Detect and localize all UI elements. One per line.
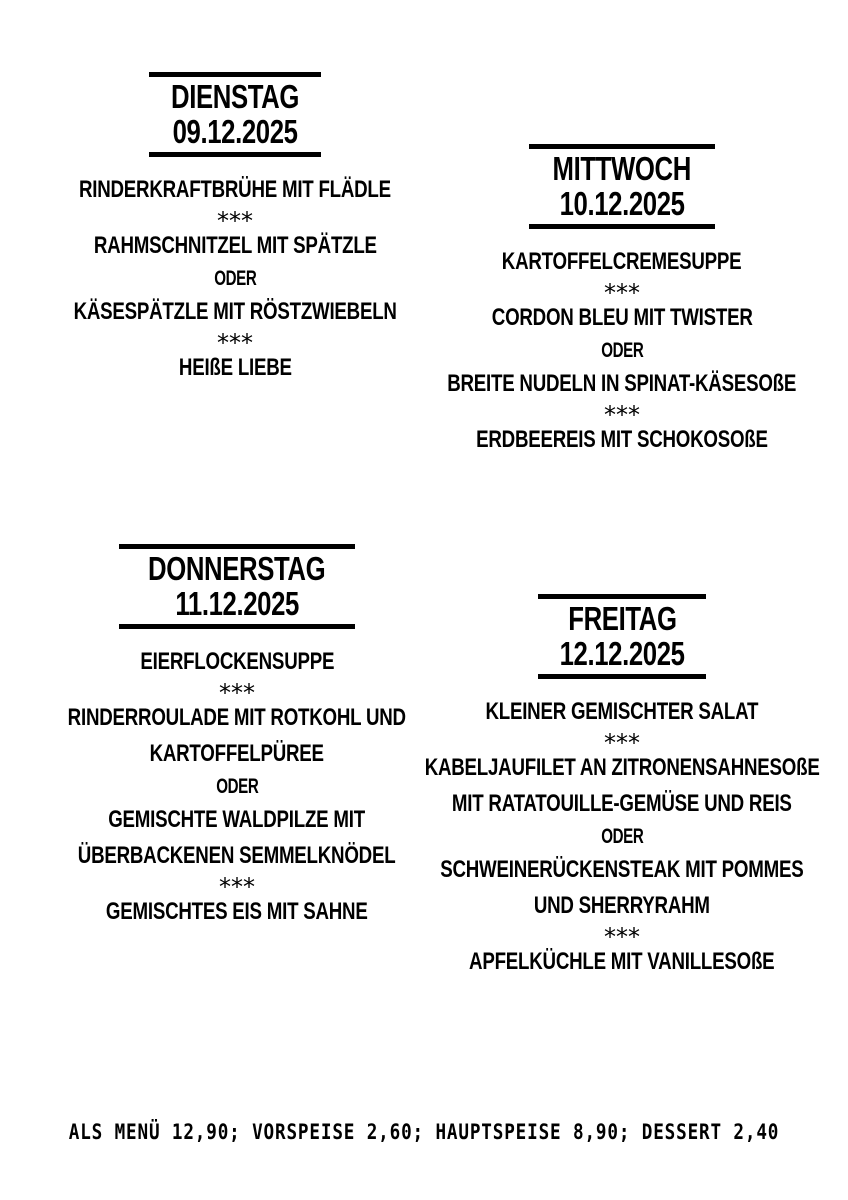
or-label: ODER	[213, 267, 257, 290]
day-friday	[422, 594, 822, 980]
day-header	[529, 144, 714, 229]
main-course: RAHMSCHNITZEL MIT SPÄTZLE	[93, 232, 377, 259]
separator: ***	[219, 679, 255, 707]
separator: ***	[604, 401, 640, 429]
separator: ***	[219, 873, 255, 901]
day-date: 10.12.2025	[559, 185, 685, 222]
day-wednesday	[422, 144, 822, 458]
day-header	[119, 544, 354, 629]
day-date: 09.12.2025	[172, 113, 298, 150]
main-course-alt: GEMISCHTE WALDPILZE MIT	[108, 806, 366, 833]
starter: KLEINER GEMISCHTER SALAT	[485, 698, 759, 725]
starter: KARTOFFELCREMESUPPE	[502, 248, 742, 275]
main-course-line2: MIT RATATOUILLE-GEMÜSE UND REIS	[452, 790, 792, 817]
separator: ***	[604, 729, 640, 757]
day-header	[149, 72, 321, 157]
day-tuesday	[45, 72, 425, 386]
main-course: RINDERROULADE MIT ROTKOHL UND	[67, 704, 407, 731]
separator: ***	[604, 279, 640, 307]
main-course-alt: KÄSESPÄTZLE MIT RÖSTZWIEBELN	[73, 298, 397, 325]
or-label: ODER	[600, 339, 644, 362]
main-course-line2: KARTOFFELPÜREE	[149, 740, 325, 767]
day-name: DONNERSTAG	[148, 550, 326, 587]
day-date: 11.12.2025	[175, 585, 299, 622]
main-course-alt: BREITE NUDELN IN SPINAT-KÄSESOßE	[447, 370, 797, 397]
main-course: KABELJAUFILET AN ZITRONENSAHNESOßE	[424, 754, 820, 781]
starter: RINDERKRAFTBRÜHE MIT FLÄDLE	[79, 176, 391, 203]
separator: ***	[217, 207, 253, 235]
main-course-alt-line2: ÜBERBACKENEN SEMMELKNÖDEL	[78, 842, 396, 869]
separator: ***	[217, 329, 253, 357]
day-thursday	[37, 544, 437, 930]
day-name: FREITAG	[567, 600, 677, 637]
separator: ***	[604, 923, 640, 951]
dessert: APFELKÜCHLE MIT VANILLESOßE	[469, 948, 775, 975]
or-label: ODER	[600, 825, 644, 848]
day-name: MITTWOCH	[552, 150, 692, 187]
day-name: DIENSTAG	[171, 78, 299, 115]
dessert: ERDBEEREIS MIT SCHOKOSOßE	[476, 426, 768, 453]
day-date: 12.12.2025	[559, 635, 685, 672]
main-course-alt-line2: UND SHERRYRAHM	[534, 892, 710, 919]
main-course: CORDON BLEU MIT TWISTER	[491, 304, 753, 331]
price-info: ALS MENÜ 12,90; VORSPEISE 2,60; HAUPTSPEISE 8,90; DESSERT 2,40	[68, 1120, 780, 1144]
day-header	[538, 594, 706, 679]
dessert: HEIßE LIEBE	[178, 354, 292, 381]
or-label: ODER	[215, 775, 259, 798]
starter: EIERFLOCKENSUPPE	[140, 648, 334, 675]
dessert: GEMISCHTES EIS MIT SAHNE	[106, 898, 368, 925]
main-course-alt: SCHWEINERÜCKENSTEAK MIT POMMES	[440, 856, 804, 883]
